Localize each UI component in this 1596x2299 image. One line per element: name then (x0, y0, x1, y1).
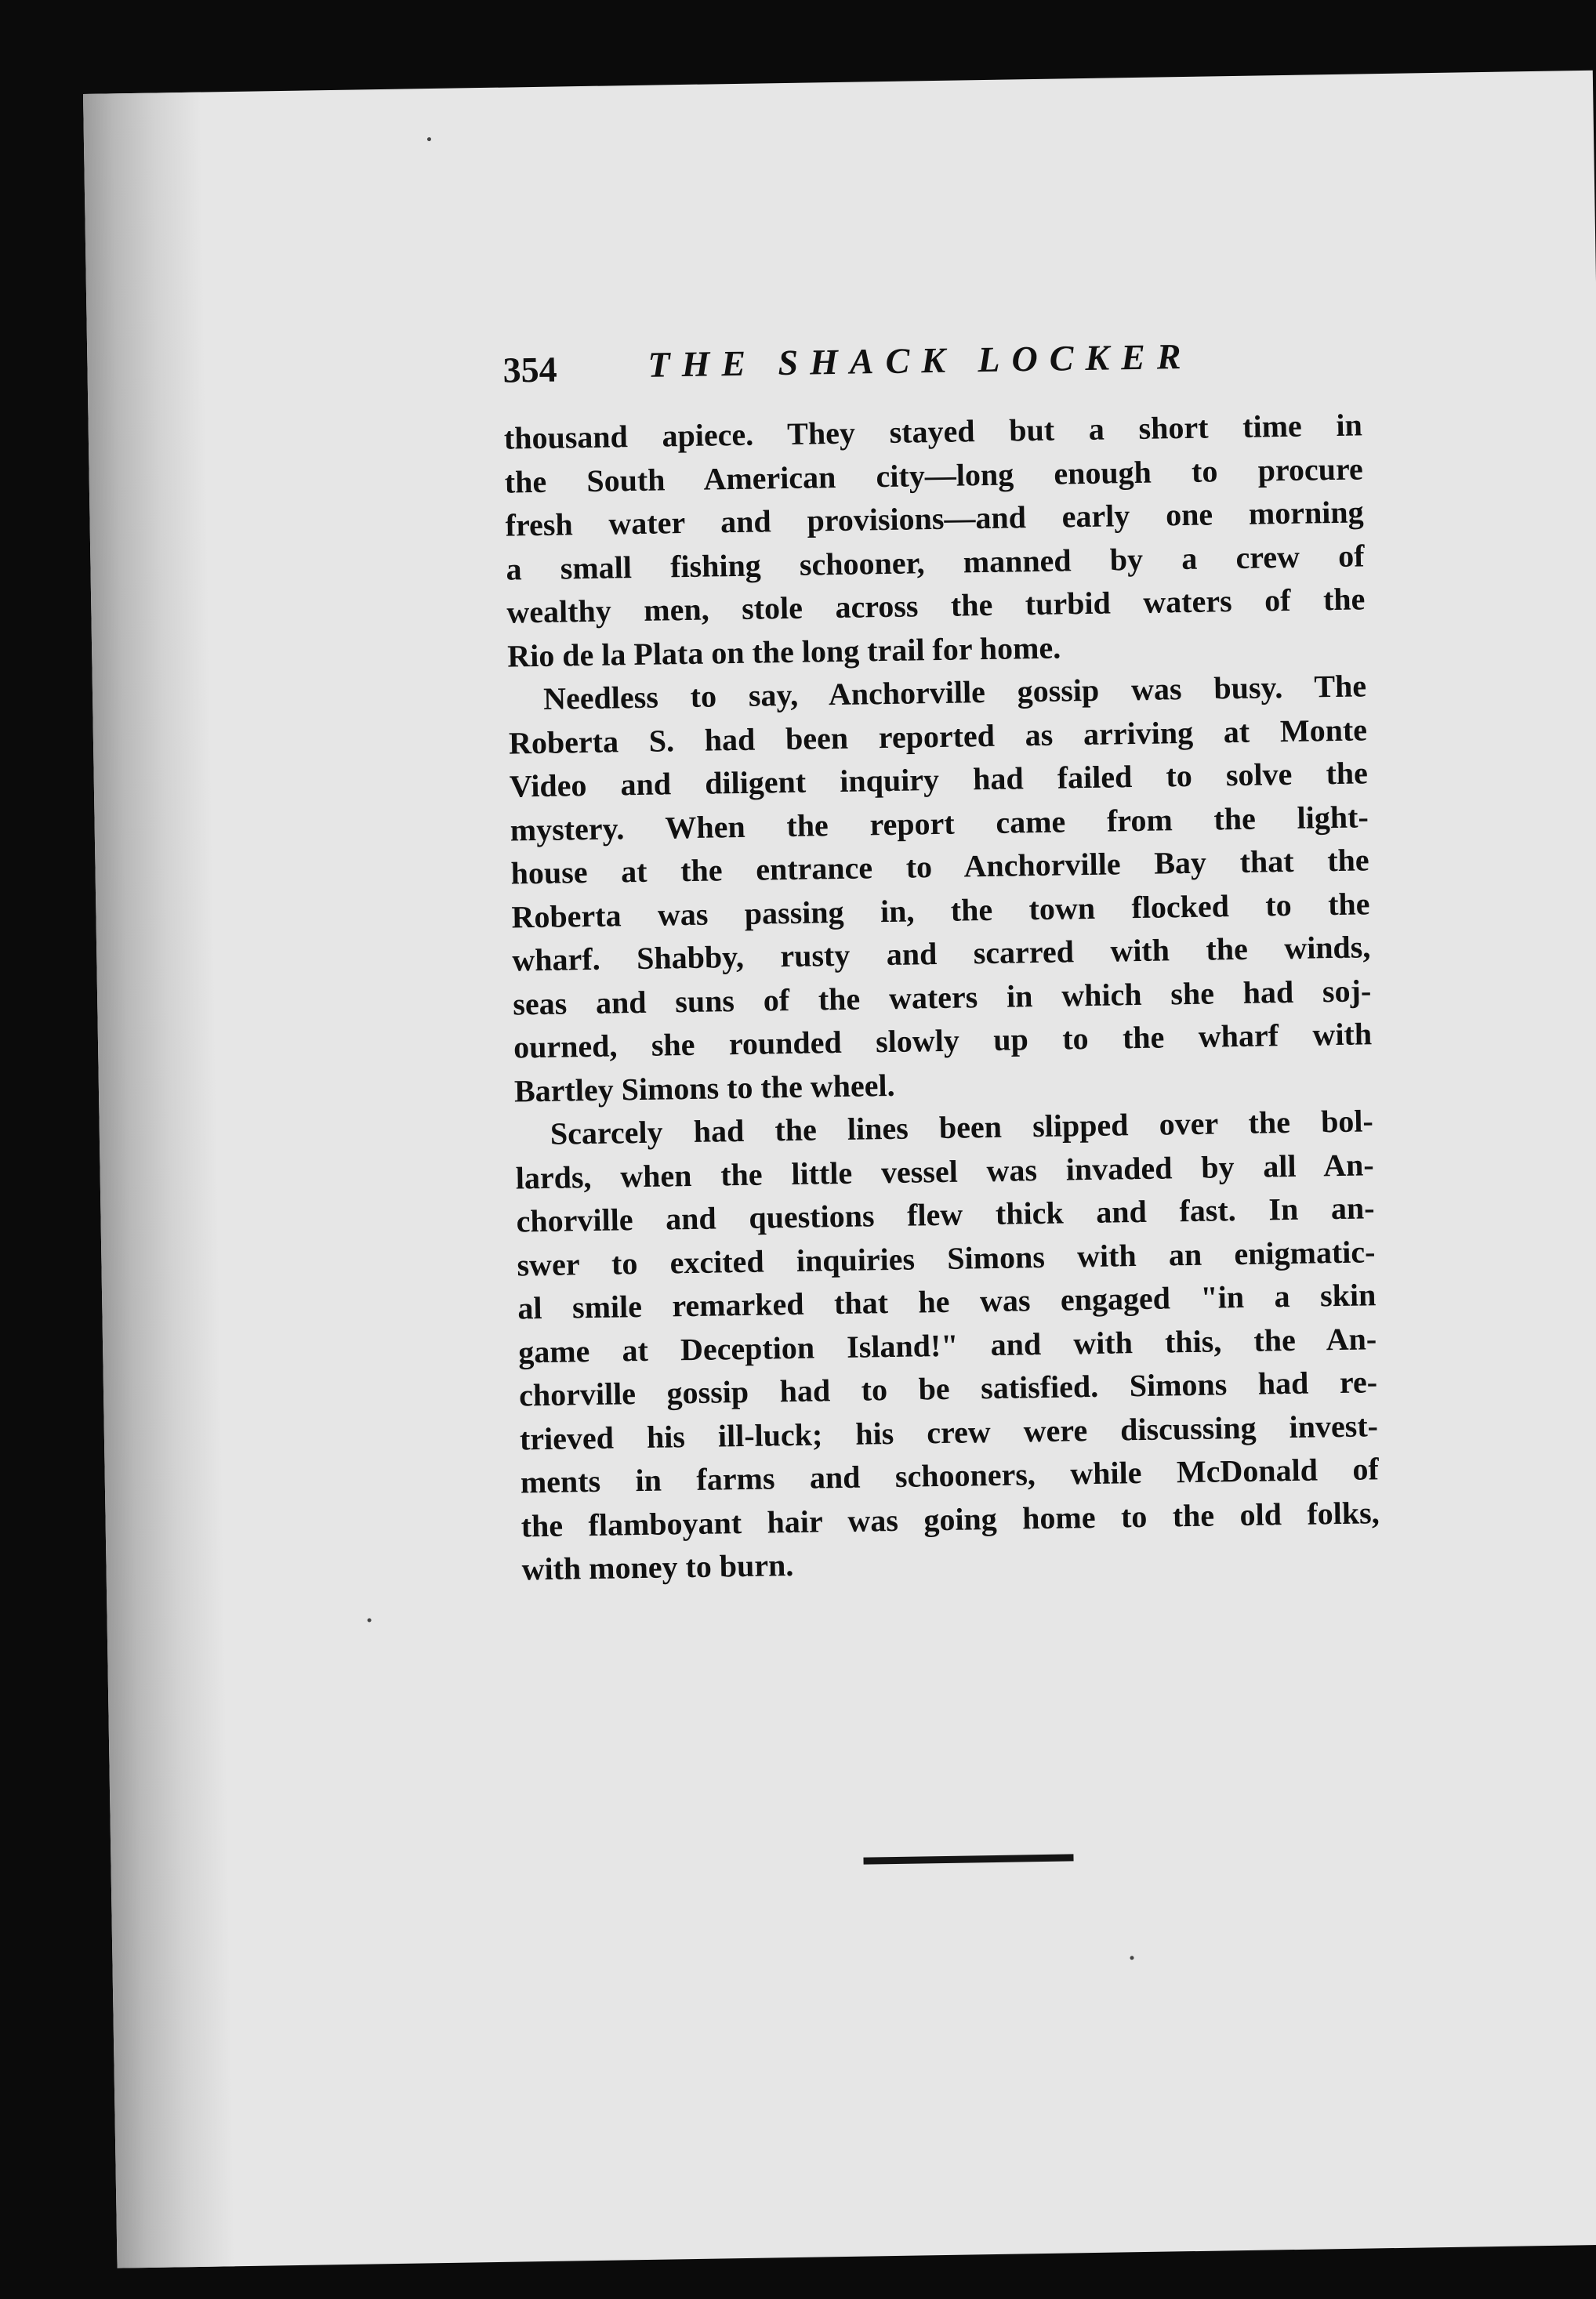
text-line: trieved his ill-luck; his crew were discussing invest- (519, 1407, 1379, 1456)
text-line: seas and suns of the waters in which she had soj- (512, 972, 1372, 1022)
text-line: Roberta S. had been reported as arriving at Monte (508, 711, 1368, 761)
body-text (504, 403, 1380, 1591)
text-line: al smile remarked that he was engaged "in a skin (517, 1277, 1377, 1326)
text-line: wealthy men, stole across the turbid waters of the (506, 581, 1366, 630)
paper-speck (1130, 1956, 1134, 1960)
text-line: Scarcely had the lines been slipped over the bol- (550, 1103, 1374, 1151)
paragraph-3 (514, 1099, 1380, 1591)
text-line: wharf. Shabby, rusty and scarred with the winds, (512, 929, 1371, 978)
page-gutter-shadow (83, 92, 235, 2268)
text-line: ments in farms and schooners, while McDonald of (520, 1451, 1380, 1500)
running-head (502, 334, 1279, 401)
paper-speck (368, 1618, 372, 1622)
text-line: Roberta was passing in, the town flocked to the (511, 885, 1370, 935)
text-line: lards, when the little vessel was invaded by all An- (515, 1146, 1375, 1196)
text-line: with money to burn. (521, 1547, 794, 1587)
paragraph-2 (508, 664, 1373, 1112)
text-line: Rio de la Plata on the long trail for home. (506, 629, 1061, 674)
paragraph-1 (504, 403, 1366, 677)
text-line: Bartley Simons to the wheel. (513, 1067, 895, 1109)
text-line: a small fishing schooner, manned by a crew of (506, 537, 1365, 587)
page-number: 354 (502, 349, 557, 390)
text-line: mystery. When the report came from the light- (510, 798, 1369, 848)
book-title: THE SHACK LOCKER (647, 335, 1193, 385)
text-line: game at Deception Island!" and with this, the An- (517, 1320, 1377, 1369)
text-line: Video and diligent inquiry had failed to solve the (509, 755, 1369, 804)
end-of-chapter-rule (863, 1854, 1073, 1864)
text-line: the flamboyant hair was going home to the old folks, (521, 1494, 1380, 1543)
text-line: chorville and questions flew thick and fast. In an- (516, 1190, 1375, 1239)
text-line: ourned, she rounded slowly up to the wharf with (513, 1016, 1373, 1065)
text-line: swer to excited inquiries Simons with an enigmatic- (517, 1233, 1376, 1282)
paper-speck (427, 137, 431, 141)
text-line: fresh water and provisions—and early one morning (505, 494, 1364, 543)
text-line: thousand apiece. They stayed but a short time in (503, 407, 1363, 456)
text-line: the South American city—long enough to procure (504, 450, 1364, 500)
text-line: house at the entrance to Anchorville Bay that the (510, 842, 1369, 891)
text-line: Needless to say, Anchorville gossip was busy. The (542, 668, 1367, 716)
book-page (83, 71, 1596, 2268)
text-line: chorville gossip had to be satisfied. Simons had re- (518, 1364, 1378, 1413)
